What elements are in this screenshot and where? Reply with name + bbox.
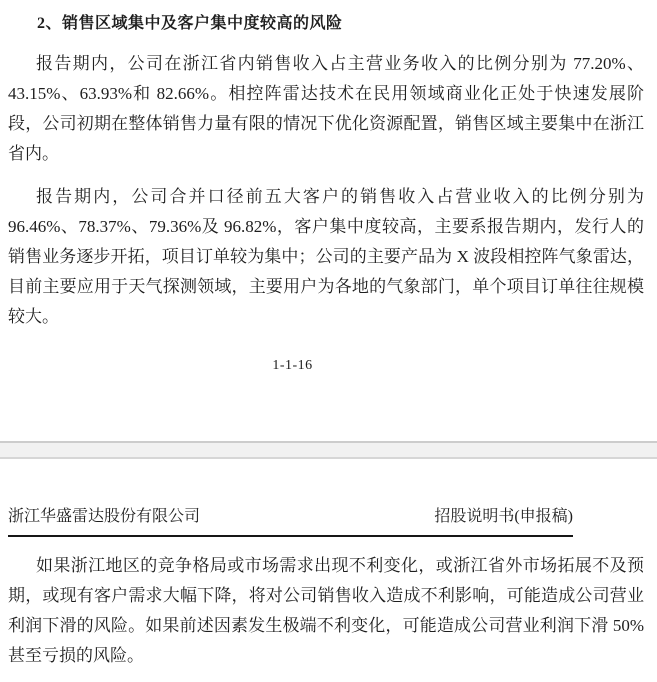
page-break-separator — [0, 441, 657, 459]
page-number: 1-1-16 — [272, 358, 313, 373]
header-doc-title: 招股说明书(申报稿) — [434, 508, 573, 525]
paragraph-risk-impact: 如果浙江地区的竞争格局或市场需求出现不利变化，或浙江省外市场拓展不及预期，或现有客户需求大幅下降，将对公司销售收入造成不利影响，可能造成公司营业利润下滑的风险。如果前述因素发生极端不利变化，可能造成公司营业利润下滑 50%甚至亏损的风险。 — [8, 556, 644, 665]
paragraph-customer-concentration-risk: 报告期内，公司合并口径前五大客户的销售收入占营业收入的比例分别为 96.46%、78.37%、79.36%及 96.82%，客户集中度较高，主要系报告期内，发行人的销售业务逐步开拓，项目订单较为集中；公司的主要产品为 X 波段相控阵气象雷达，目前主要应用于天气探测领域，主要用户为各地的气象部门，单个项目订单往往规模较大。 — [8, 187, 644, 326]
paragraph-sales-region-risk: 报告期内，公司在浙江省内销售收入占主营业务收入的比例分别为 77.20%、43.15%、63.93%和 82.66%。相控阵雷达技术在民用领域商业化正处于快速发展阶段，公司初期在整体销售力量有限的情况下优化资源配置，销售区域主要集中在浙江省内。 — [8, 54, 644, 163]
section-heading: 2、销售区域集中及客户集中度较高的风险 — [37, 15, 343, 32]
document-page-2 — [0, 459, 657, 682]
header-company-name: 浙江华盛雷达股份有限公司 — [8, 508, 201, 525]
page-header — [8, 506, 573, 537]
